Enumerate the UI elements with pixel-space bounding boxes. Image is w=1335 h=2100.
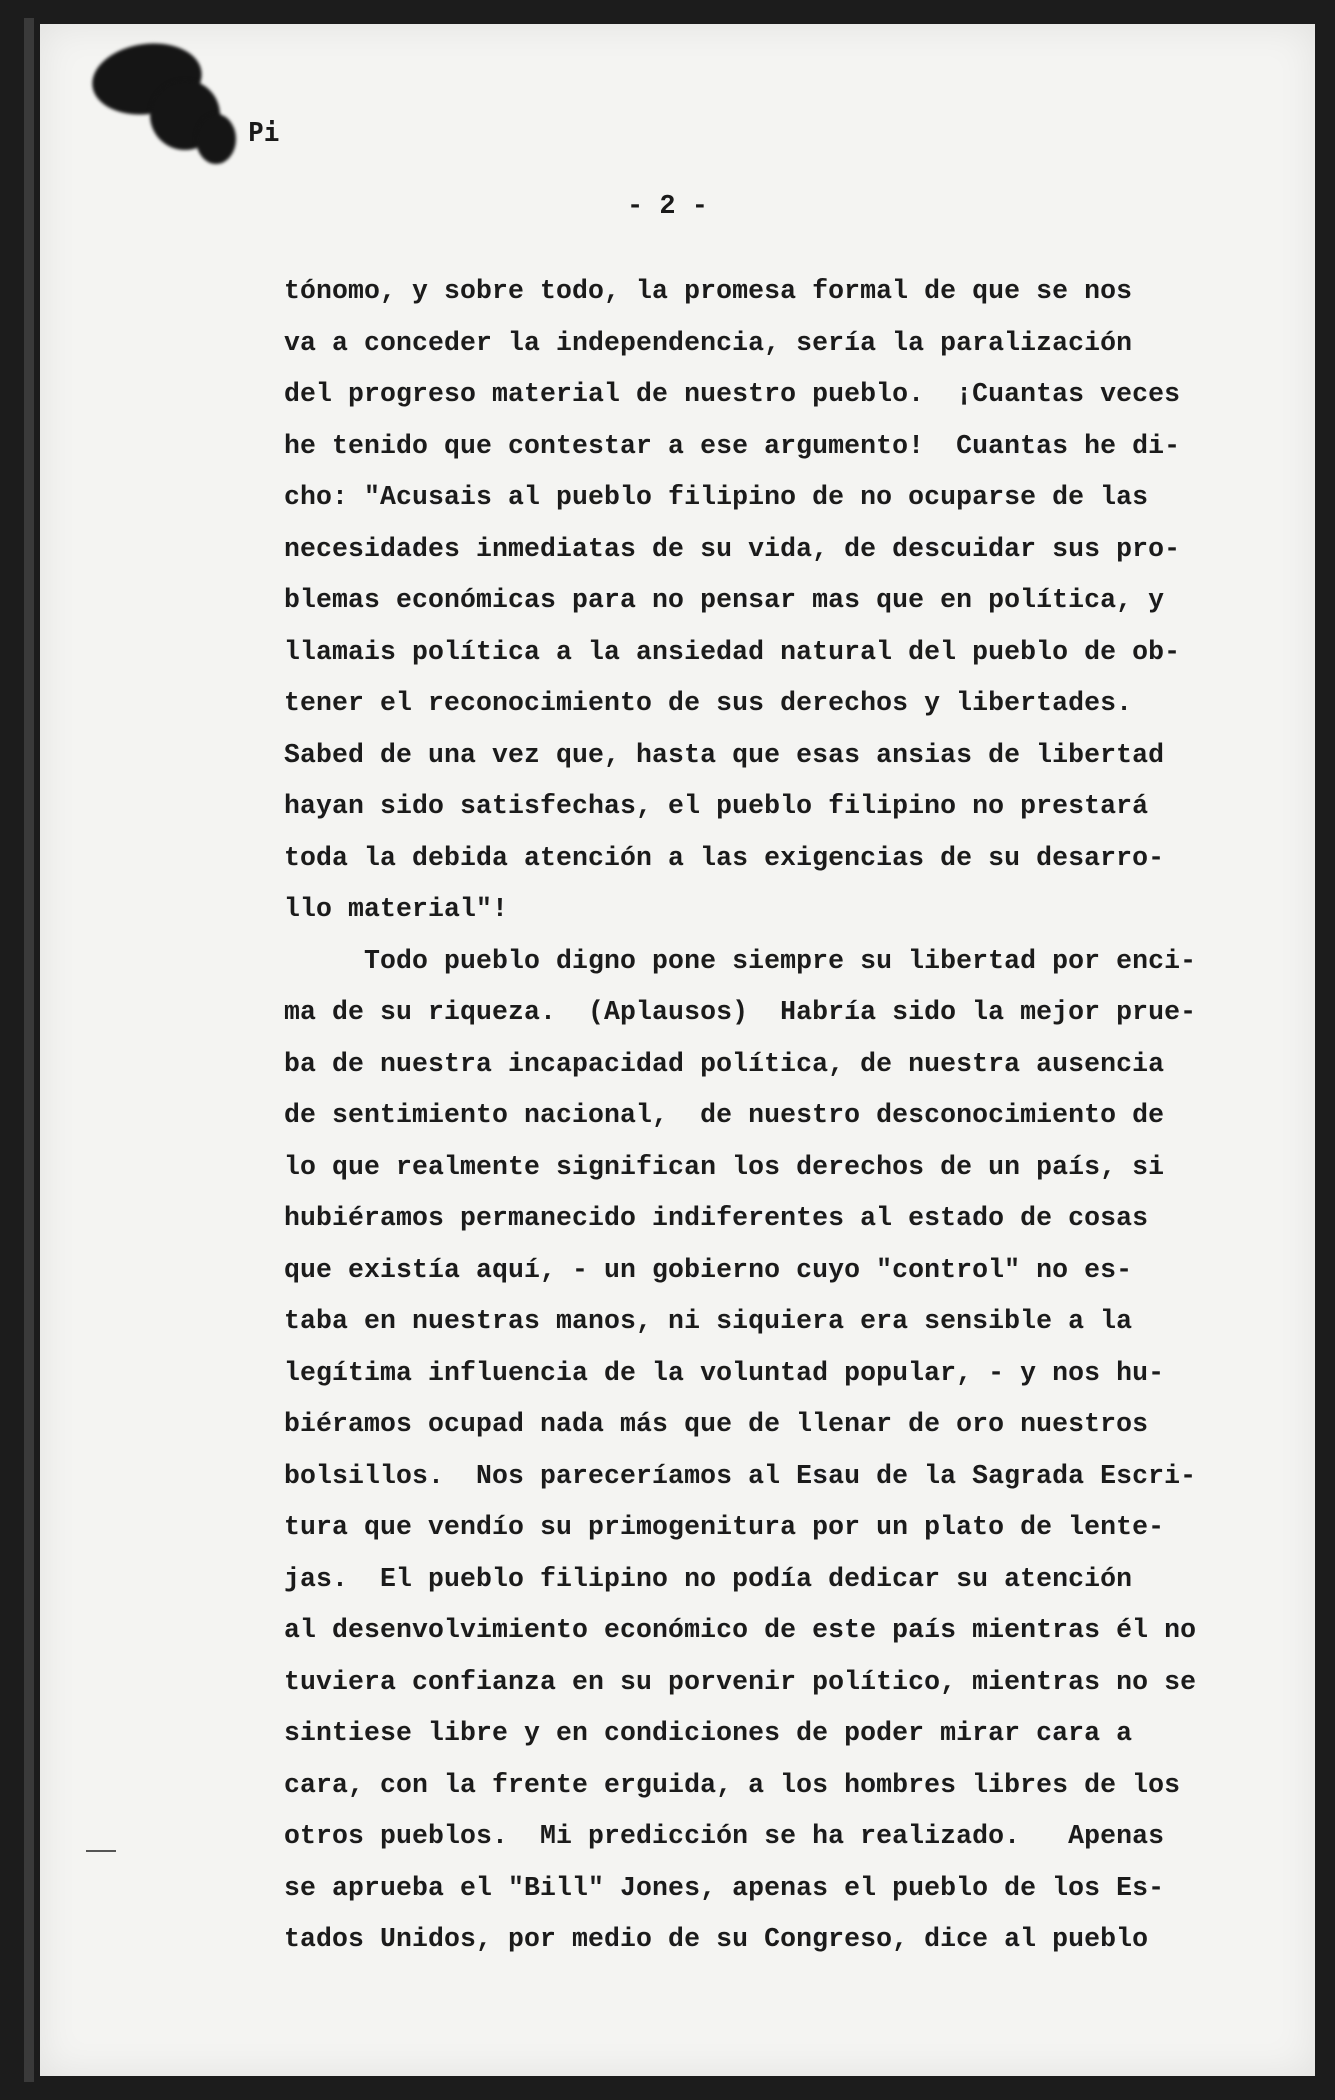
- text-line: bolsillos. Nos pareceríamos al Esau de la Sagrada Escri-: [284, 1460, 1197, 1491]
- text-line: cho: "Acusais al pueblo filipino de no ocuparse de las: [284, 482, 1149, 512]
- body-text: [284, 266, 1284, 1966]
- text-line: sintiese libre y en condiciones de poder mirar cara a: [284, 1718, 1133, 1748]
- text-line: lo que realmente significan los derechos de un país, si: [284, 1151, 1165, 1182]
- text-line: tener el reconocimiento de sus derechos y libertades.: [284, 688, 1133, 718]
- text-line: ba de nuestra incapacidad política, de nuestra ausencia: [284, 1048, 1165, 1079]
- margin-mark: [86, 1850, 116, 1852]
- text-line: jas. El pueblo filipino no podía dedicar su atención: [284, 1563, 1133, 1594]
- text-line: Todo pueblo digno pone siempre su libertad por enci-: [284, 945, 1197, 976]
- text-line: tónomo, y sobre todo, la promesa formal de que se nos: [284, 276, 1133, 306]
- text-line: de sentimiento nacional, de nuestro desconocimiento de: [284, 1100, 1165, 1130]
- text-line: ma de su riqueza. (Aplausos) Habría sido la mejor prue-: [284, 997, 1197, 1027]
- text-line: legítima influencia de la voluntad popular, - y nos hu-: [284, 1357, 1165, 1388]
- text-line: Sabed de una vez que, hasta que esas ansias de libertad: [284, 739, 1165, 770]
- ink-blot: [196, 114, 236, 164]
- text-line: taba en nuestras manos, ni siquiera era sensible a la: [284, 1306, 1133, 1336]
- text-line: he tenido que contestar a ese argumento! Cuantas he di-: [284, 430, 1181, 461]
- text-line: se aprueba el "Bill" Jones, apenas el pueblo de los Es-: [284, 1872, 1165, 1903]
- corner-mark: Pi: [248, 118, 280, 148]
- text-line: tados Unidos, por medio de su Congreso, dice al pueblo: [284, 1924, 1149, 1954]
- page-number: - 2 -: [626, 192, 708, 222]
- text-line: al desenvolvimiento económico de este país mientras él no: [284, 1615, 1197, 1645]
- text-line: que existía aquí, - un gobierno cuyo "control" no es-: [284, 1254, 1133, 1285]
- text-line: necesidades inmediatas de su vida, de descuidar sus pro-: [284, 533, 1181, 564]
- text-line: otros pueblos. Mi predicción se ha realizado. Apenas: [284, 1821, 1165, 1851]
- page-edge: [24, 18, 34, 2082]
- text-line: hayan sido satisfechas, el pueblo filipino no prestará: [284, 791, 1149, 821]
- text-line: biéramos ocupad nada más que de llenar de oro nuestros: [284, 1409, 1149, 1439]
- text-line: tuviera confianza en su porvenir político, mientras no se: [284, 1666, 1197, 1697]
- text-line: va a conceder la independencia, sería la paralización: [284, 327, 1133, 358]
- text-line: cara, con la frente erguida, a los hombres libres de los: [284, 1769, 1181, 1800]
- text-line: hubiéramos permanecido indiferentes al estado de cosas: [284, 1203, 1149, 1233]
- text-line: blemas económicas para no pensar mas que en política, y: [284, 585, 1165, 615]
- text-line: tura que vendío su primogenitura por un plato de lente-: [284, 1512, 1165, 1542]
- text-line: llo material"!: [284, 894, 509, 924]
- text-line: del progreso material de nuestro pueblo. ¡Cuantas veces: [284, 379, 1181, 409]
- text-line: llamais política a la ansiedad natural del pueblo de ob-: [284, 636, 1181, 667]
- text-line: toda la debida atención a las exigencias de su desarro-: [284, 842, 1165, 873]
